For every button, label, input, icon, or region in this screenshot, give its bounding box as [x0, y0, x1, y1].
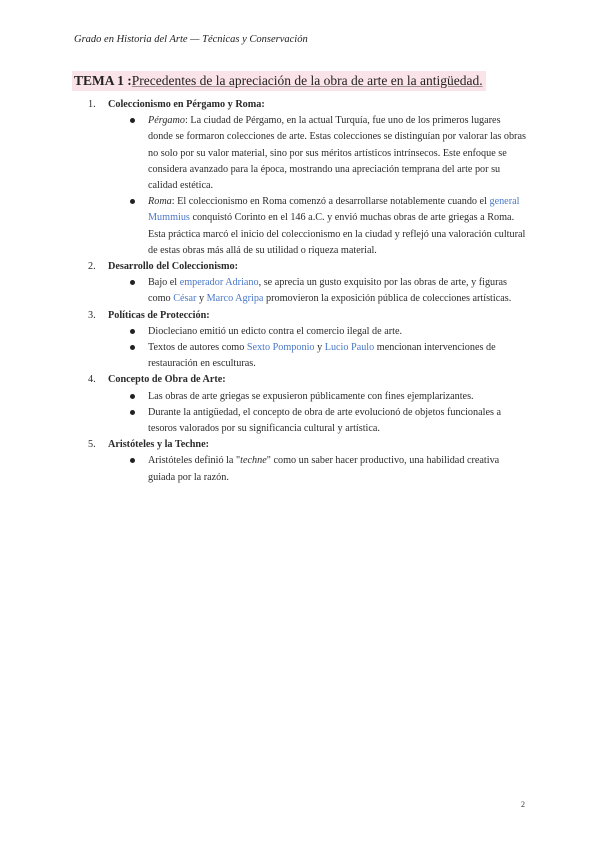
bullet-text: Bajo el — [148, 277, 180, 289]
page-number: 2 — [521, 800, 525, 809]
bullet-text: Roma — [148, 196, 172, 208]
bullet-text: mencionan intervenciones de restauración en esculturas. — [148, 342, 496, 370]
bullet-list — [108, 113, 526, 259]
bullet-text: y — [314, 342, 325, 354]
bullet-item — [108, 194, 526, 259]
bullet-text: : El coleccionismo en Roma comenzó a desarrollarse notablemente cuando el — [171, 196, 490, 208]
bullet-text: Aristóteles definió la " — [148, 455, 241, 467]
bullet-text: promovieron la exposición pública de colecciones artísticas. — [263, 293, 512, 305]
bullet-dot-icon — [130, 345, 135, 350]
person-link[interactable]: Lucio Paulo — [324, 342, 375, 354]
section-number: 4. — [88, 374, 96, 386]
section-number: 1. — [88, 99, 96, 110]
bullet-dot-icon — [130, 118, 135, 123]
bullet-list — [108, 389, 526, 438]
section-item — [74, 308, 526, 373]
section-title: Coleccionismo en Pérgamo y Roma: — [108, 99, 265, 110]
person-link[interactable]: Sexto Pomponio — [246, 342, 315, 354]
section-item — [74, 372, 526, 437]
person-link[interactable]: Marco Agripa — [206, 293, 264, 305]
bullet-dot-icon — [130, 329, 135, 334]
document-header: Grado en Historia del Arte — Técnicas y Conservación — [74, 34, 308, 45]
section-number: 3. — [88, 309, 96, 321]
bullet-text: " como un saber hacer productivo, una habilidad creativa guiada por la razón. — [148, 455, 500, 483]
section-item — [74, 97, 526, 259]
section-number: 5. — [88, 439, 96, 451]
bullet-list — [108, 453, 526, 485]
bullet-text: : La ciudad de Pérgamo, en la actual Turquía, fue uno de los primeros lugares donde se formaron colecciones de arte. Estas colecciones se distinguían por valorar las obras no solo por su valor material, sino por sus méritos artísticos intrínsecos. Este enfoque se considera avanzado para la época, mostrando una apreciación temprana del arte por su calidad estética. — [148, 115, 526, 192]
person-link[interactable]: general Mummius — [148, 196, 520, 224]
bullet-dot-icon — [130, 394, 135, 399]
bullet-list — [108, 324, 526, 373]
bullet-item — [108, 324, 526, 340]
bullet-text: techne — [240, 455, 267, 467]
section-title: Políticas de Protección: — [108, 309, 210, 321]
section-title: Desarrollo del Coleccionismo: — [108, 261, 238, 273]
bullet-text: , se aprecia un gusto exquisito por las obras de arte, y figuras como — [148, 277, 508, 305]
bullet-item — [108, 113, 526, 194]
bullet-text: conquistó Corinto en el 146 a.C. y envió muchas obras de arte griegas a Roma. Esta práctica marcó el inicio del coleccionismo en la ciudad y reflejó una valoración cultural de estas obras más allá de su utilidad o riqueza material. — [148, 212, 526, 256]
bullet-text: Durante la antigüedad, el concepto de obra de arte evolucionó de objetos funcionales a tesoros valorados por su significancia cultural y artística. — [148, 406, 502, 435]
bullet-list — [108, 275, 526, 307]
topic-title — [72, 71, 486, 91]
section-title: Concepto de Obra de Arte: — [108, 374, 226, 386]
bullet-dot-icon — [130, 280, 135, 285]
section-list — [74, 97, 526, 486]
bullet-dot-icon — [130, 199, 135, 204]
bullet-item — [108, 453, 526, 485]
bullet-text: Las obras de arte griegas se expusieron públicamente con fines ejemplarizantes. — [148, 390, 474, 402]
bullet-item — [108, 389, 526, 405]
bullet-dot-icon — [130, 458, 135, 463]
bullet-text: Pérgamo — [148, 115, 185, 127]
topic-title-text: Precedentes de la apreciación de la obra de arte en la antigüedad. — [131, 73, 483, 88]
bullet-item — [108, 405, 526, 437]
section-item — [74, 437, 526, 486]
section-number: 2. — [88, 261, 96, 273]
topic-label: TEMA 1 : — [74, 73, 132, 88]
person-link[interactable]: emperador Adriano — [179, 277, 259, 289]
person-link[interactable]: César — [173, 293, 197, 305]
bullet-text: Textos de autores como — [148, 342, 247, 354]
bullet-text: Diocleciano emitió un edicto contra el comercio ilegal de arte. — [148, 325, 403, 337]
bullet-text: y — [196, 293, 207, 305]
bullet-item — [108, 340, 526, 372]
bullet-dot-icon — [130, 410, 135, 415]
section-title: Aristóteles y la Techne: — [108, 439, 210, 451]
bullet-item — [108, 275, 526, 307]
section-item — [74, 259, 526, 308]
